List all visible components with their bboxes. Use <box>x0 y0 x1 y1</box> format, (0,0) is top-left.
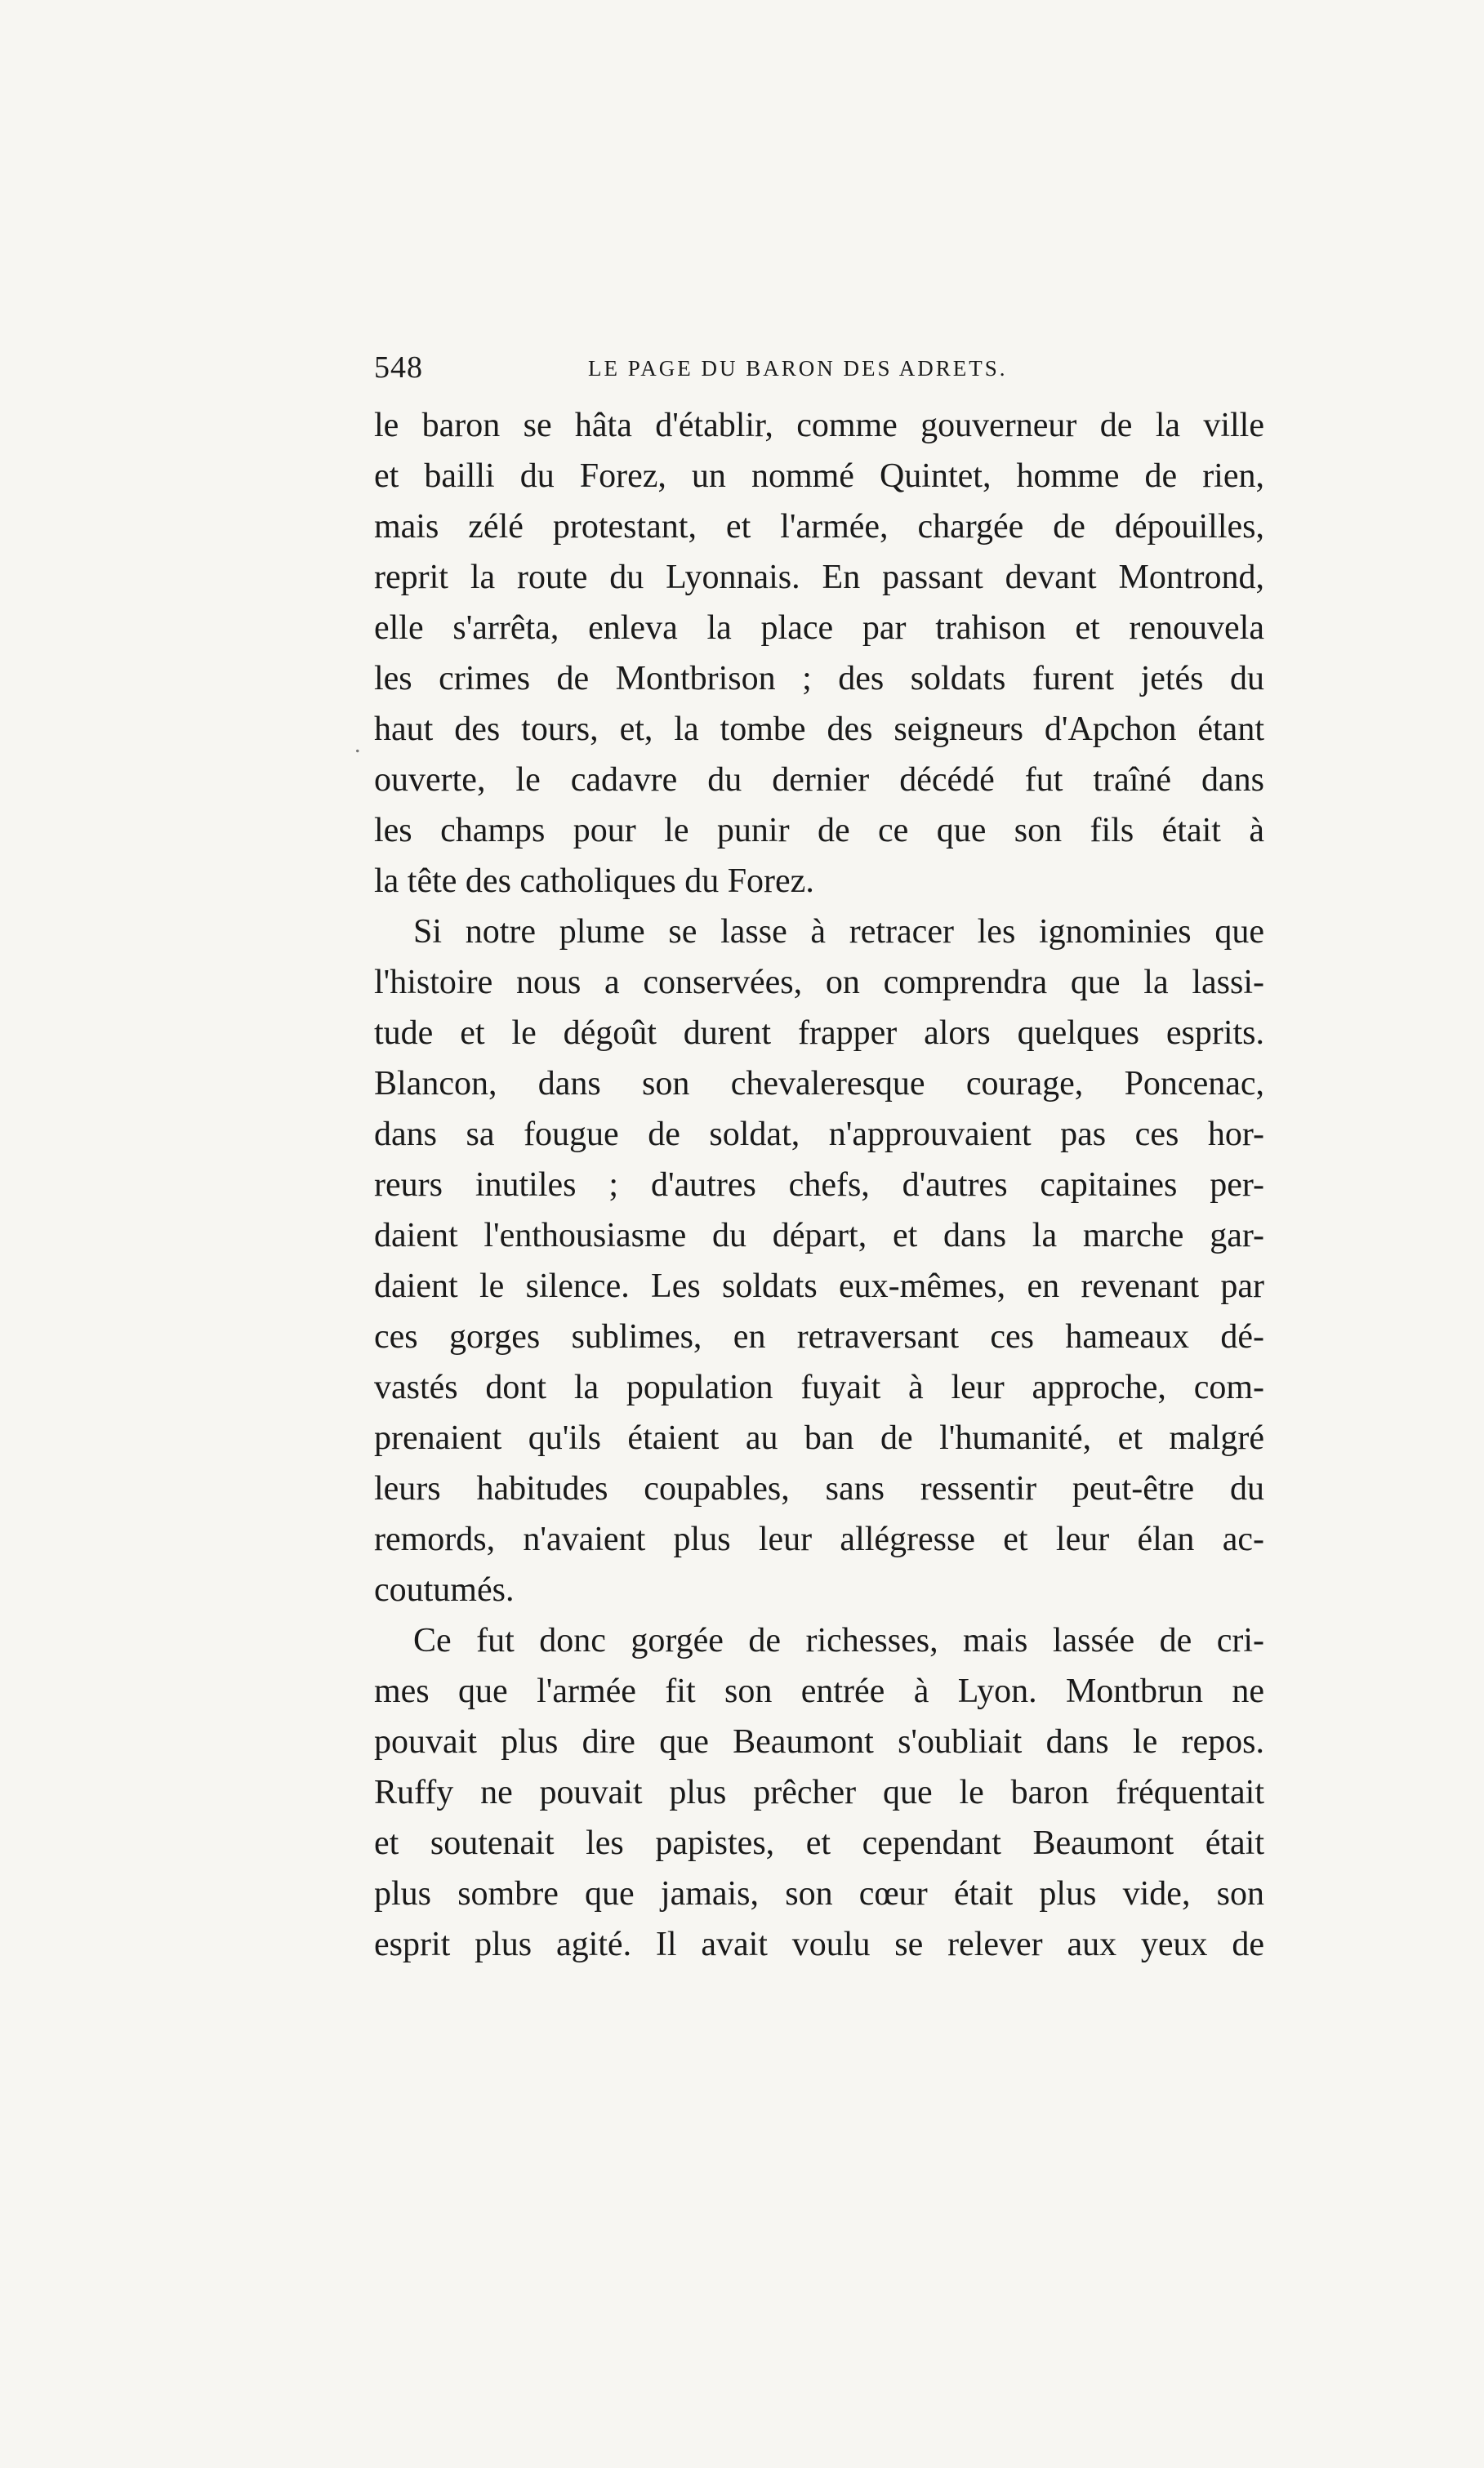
text-line: la tête des catholiques du Forez. <box>374 862 814 900</box>
text-line: l'histoire nous a conservées, on comprendra que la lassi- <box>374 964 1264 1001</box>
text-line: dans sa fougue de soldat, n'approuvaient pas ces hor- <box>374 1116 1264 1153</box>
text-line: remords, n'avaient plus leur allégresse et leur élan ac- <box>374 1521 1264 1558</box>
text-line: Ruffy ne pouvait plus prêcher que le baron fréquentait <box>374 1774 1264 1811</box>
text-line: elle s'arrêta, enleva la place par trahison et renouvela <box>374 609 1264 647</box>
text-line: et soutenait les papistes, et cependant Beaumont était <box>374 1824 1264 1862</box>
text-line: tude et le dégoût durent frapper alors quelques esprits. <box>374 1014 1264 1052</box>
text-line: les crimes de Montbrison ; des soldats furent jetés du <box>374 660 1264 697</box>
text-line: Blancon, dans son chevaleresque courage, Poncenac, <box>374 1065 1264 1103</box>
page-number: 548 <box>374 350 423 385</box>
text-line: coutumés. <box>374 1571 515 1609</box>
text-line: haut des tours, et, la tombe des seigneurs d'Apchon étant <box>374 711 1264 748</box>
running-head <box>374 350 1264 390</box>
text-line: esprit plus agité. Il avait voulu se relever aux yeux de <box>374 1926 1264 1963</box>
text-line: daient l'enthousiasme du départ, et dans la marche gar- <box>374 1217 1264 1254</box>
text-line: daient le silence. Les soldats eux-mêmes, en revenant par <box>374 1267 1264 1305</box>
text-line: pouvait plus dire que Beaumont s'oubliait dans le repos. <box>374 1723 1264 1761</box>
text-line: et bailli du Forez, un nommé Quintet, homme de rien, <box>374 457 1264 495</box>
text-line: les champs pour le punir de ce que son fils était à <box>374 812 1264 849</box>
text-line: ces gorges sublimes, en retraversant ces hameaux dé- <box>374 1318 1264 1356</box>
text-line: prenaient qu'ils étaient au ban de l'humanité, et malgré <box>374 1419 1264 1457</box>
text-line: leurs habitudes coupables, sans ressentir peut-être du <box>374 1470 1264 1508</box>
margin-mark: . <box>354 731 361 758</box>
text-line: reprit la route du Lyonnais. En passant devant Montrond, <box>374 559 1264 596</box>
text-line: reurs inutiles ; d'autres chefs, d'autres capitaines per- <box>374 1166 1264 1204</box>
running-title: LE PAGE DU BARON DES ADRETS. <box>588 356 1008 381</box>
text-block <box>374 400 1264 1970</box>
text-line: Si notre plume se lasse à retracer les ignominies que <box>413 913 1264 951</box>
text-line: ouverte, le cadavre du dernier décédé fut traîné dans <box>374 761 1264 799</box>
text-line: mes que l'armée fit son entrée à Lyon. Montbrun ne <box>374 1673 1264 1710</box>
text-line: le baron se hâta d'établir, comme gouverneur de la ville <box>374 407 1264 444</box>
text-line: plus sombre que jamais, son cœur était plus vide, son <box>374 1875 1264 1913</box>
text-line: mais zélé protestant, et l'armée, chargée de dépouilles, <box>374 508 1264 546</box>
text-line: vastés dont la population fuyait à leur approche, com- <box>374 1369 1264 1406</box>
text-line: Ce fut donc gorgée de richesses, mais lassée de cri- <box>413 1622 1264 1659</box>
